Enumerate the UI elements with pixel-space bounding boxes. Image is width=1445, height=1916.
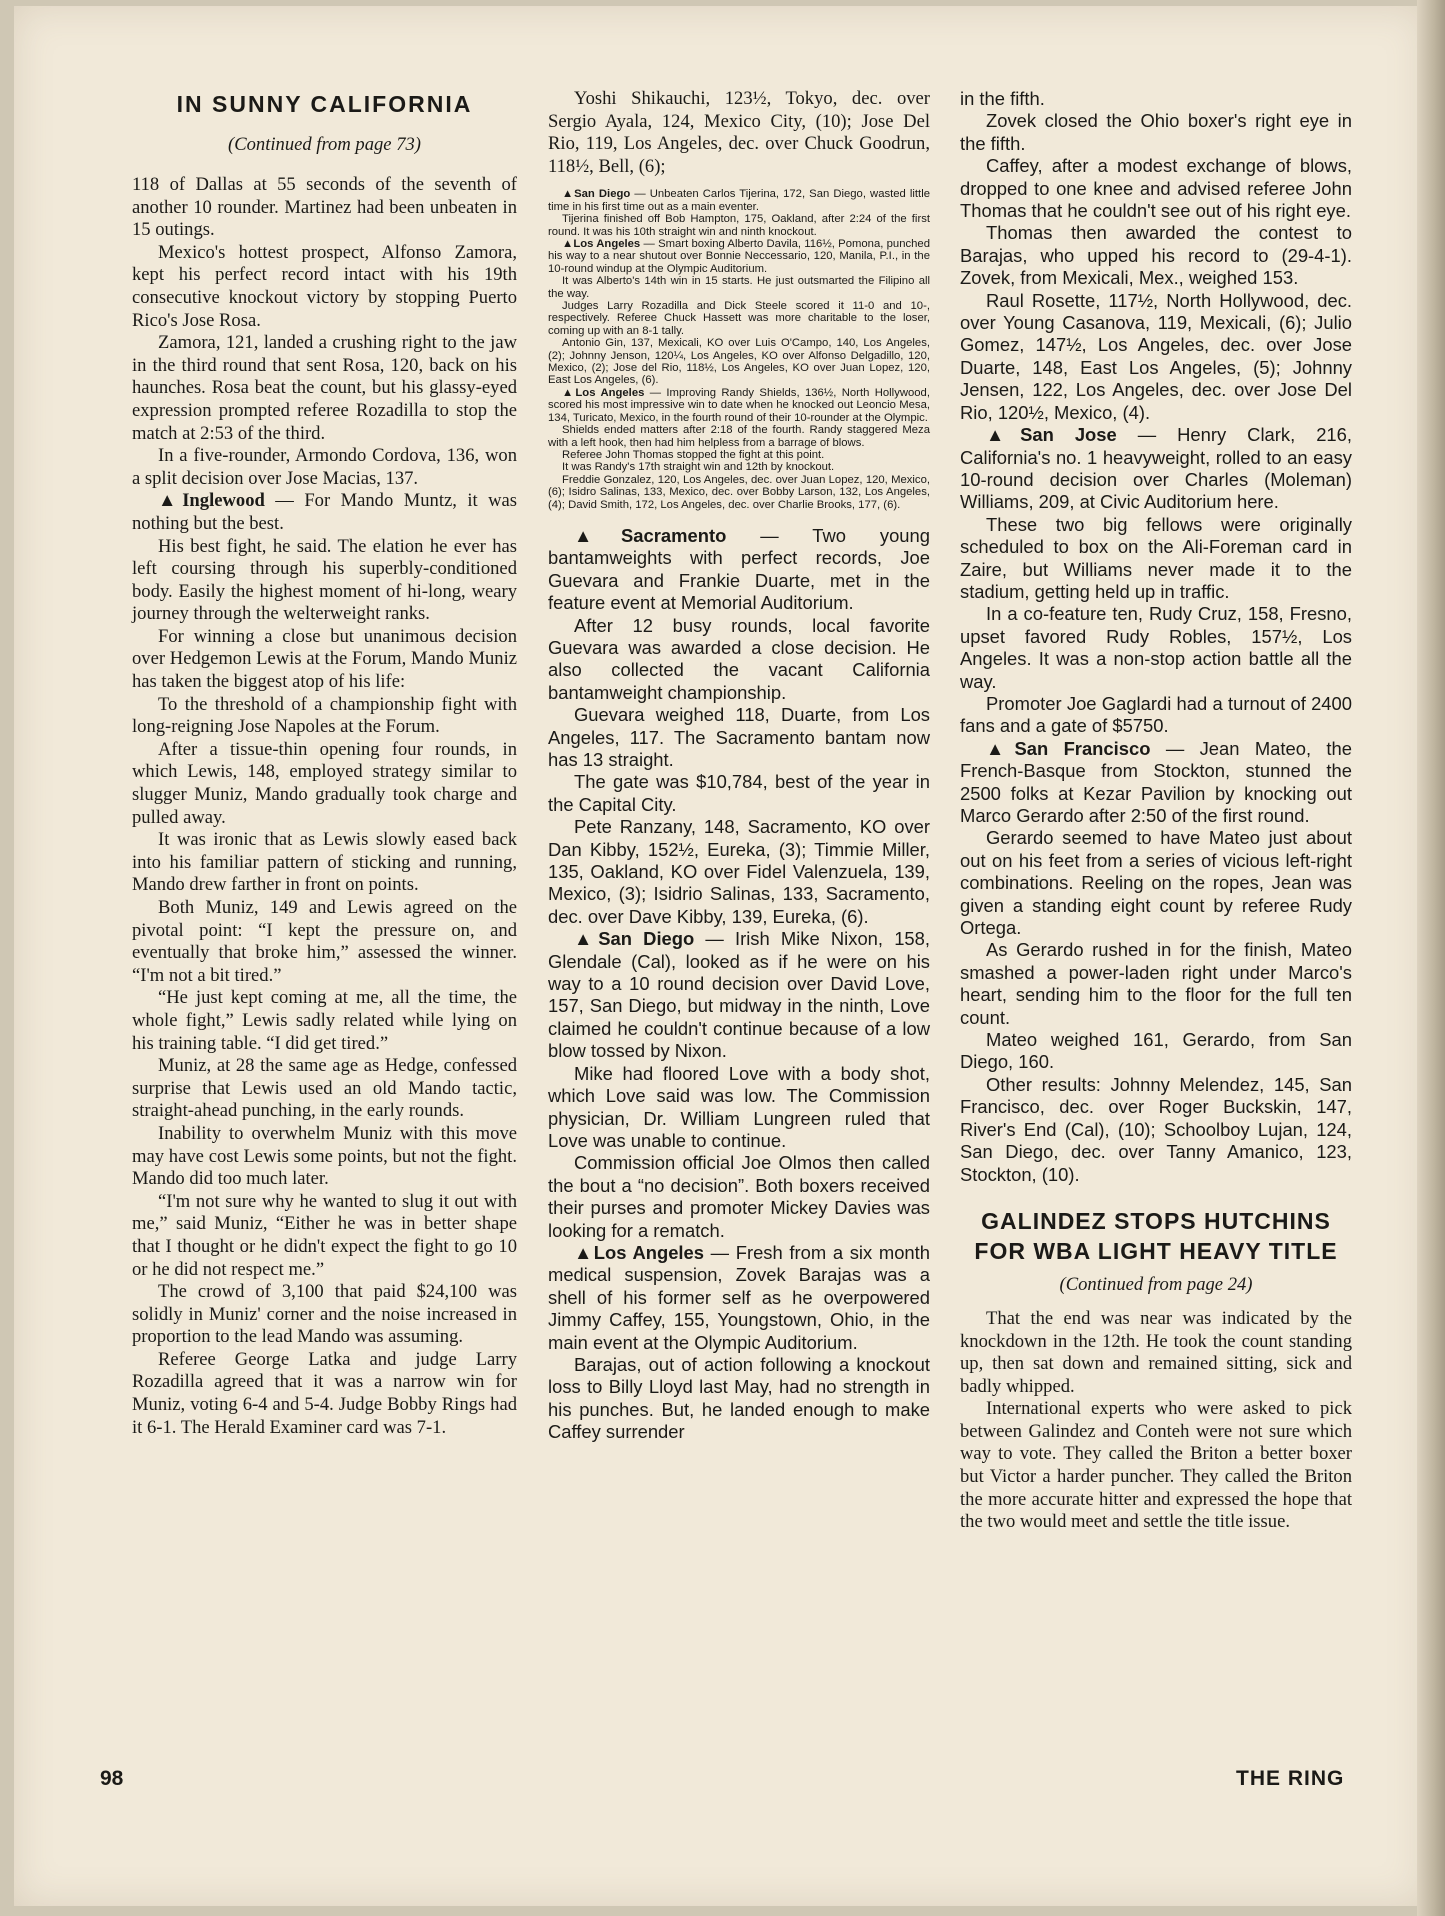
paragraph: As Gerardo rushed in for the finish, Mateo smashed a power-laden right under Marco's heart, sending him to the floor for the full ten count. xyxy=(960,939,1352,1028)
paragraph: “I'm not sure why he wanted to slug it out with me,” said Muniz, “Either he was in better shape that I thought or he didn't expect the fight to go 10 or he did not respect me.” xyxy=(132,1190,517,1280)
paragraph: Other results: Johnny Melendez, 145, San Francisco, dec. over Roger Buckskin, 147, River's End (Cal), (10); Schoolboy Lujan, 124, San Diego, dec. over Tanny Amanico, 123, Stockton, (10). xyxy=(960,1073,1352,1185)
paragraph: It was ironic that as Lewis slowly eased back into his familiar pattern of sticking and running, Mando drew farther in front on points. xyxy=(132,829,517,896)
paragraph: These two big fellows were originally scheduled to box on the Ali-Foreman card in Zaire, but Williams never made it to the stadium, getting held up in traffic. xyxy=(960,513,1352,602)
paragraph-text: — Improving Randy Shields, 136½, North Hollywood, scored his most impressive win to date when he knocked out Leoncio Mesa, 134, Turicato, Mexico, in the fourth round of their 10-rounder at the Olympic. xyxy=(548,386,930,424)
tiny-paragraph: Tijerina finished off Bob Hampton, 175, Oakland, after 2:24 of the first round. It was his 10th straight win and ninth knockout. xyxy=(548,213,930,238)
article-headline: IN SUNNY CALIFORNIA xyxy=(176,91,473,117)
dateline: ▲San Diego xyxy=(562,188,631,201)
paragraph-text: — Irish Mike Nixon, 158, Glendale (Cal), looked as if he were on his way to a 10 round decision over David Love, 157, San Diego, but midway in the ninth, Love claimed he couldn't continue because of a low blow tossed by Nixon. xyxy=(548,928,930,1062)
paragraph: International experts who were asked to pick between Galindez and Conteh were not sure which way to vote. They called the Briton a better boxer but Victor a harder puncher. They called the Briton the more accurate hitter and expressed the hope that the two would meet and settle the title issue. xyxy=(960,1398,1352,1533)
paragraph-text: — Jean Mateo, the French-Basque from Stockton, stunned the 2500 folks at Kezar Pavilion by knocking out Marco Gerardo after 2:50 of the first round. xyxy=(960,737,1353,826)
paragraph: Both Muniz, 149 and Lewis agreed on the pivotal point: “I kept the pressure on, and eventually that broke him,” assessed the winner. “I'm not a bit tired.” xyxy=(132,897,517,986)
dateline: ▲Inglewood xyxy=(158,490,265,512)
dateline: ▲Sacramento xyxy=(574,524,727,546)
paragraph: To the threshold of a championship fight with long-reigning Jose Napoles at the Forum. xyxy=(132,693,517,738)
paragraph-san-jose xyxy=(960,424,1352,514)
dateline: ▲San Diego xyxy=(574,928,695,950)
paragraph: Gerardo seemed to have Mateo just about out on his feet from a series of vicious left-right combinations. Reeling on the ropes, Jean was given a standing eight count by referee Rudy Ortega. xyxy=(960,827,1352,939)
paragraph: Mateo weighed 161, Gerardo, from San Diego, 160. xyxy=(960,1029,1352,1073)
dateline: ▲San Francisco xyxy=(986,737,1151,759)
galindez-body xyxy=(960,1308,1352,1534)
column-1 xyxy=(132,88,517,1439)
paragraph: The gate was $10,784, best of the year in the Capital City. xyxy=(548,771,930,815)
paragraph: Pete Ranzany, 148, Sacramento, KO over Dan Kibby, 152½, Eureka, (3); Timmie Miller, 135, Oakland, KO over Fidel Valenzuela, 139, Mexico, (3); Isidrio Salinas, 133, Sacramento, dec. over Dave Kibby, 139, Eureka, (6). xyxy=(548,816,930,927)
paragraph-san-diego xyxy=(548,928,930,1062)
paragraph: Zamora, 121, landed a crushing right to the jaw in the third round that sent Rosa, 120, back on his haunches. Rosa beat the count, but his glassy-eyed expression prompted referee Rozadilla to stop the match at 2:53 of the third. xyxy=(132,332,517,444)
paragraph-los-angeles xyxy=(548,1242,930,1354)
paragraph-text: — Unbeaten Carlos Tijerina, 172, San Diego, wasted little time in his first time out as a main eventer. xyxy=(548,188,930,213)
col2-body xyxy=(548,525,930,1444)
dateline: ▲Los Angeles xyxy=(574,1241,704,1263)
paragraph-sacramento xyxy=(548,525,930,615)
paragraph: Commission official Joe Olmos then called the bout a “no decision”. Both boxers received their purses and promoter Mickey Davies was looking for a rematch. xyxy=(548,1152,930,1241)
tiny-paragraph: It was Randy's 17th straight win and 12th by knockout. xyxy=(562,461,835,474)
tiny-paragraph: Freddie Gonzalez, 120, Los Angeles, dec. over Juan Lopez, 120, Mexico, (6); Isidro Salinas, 133, Mexico, dec. over Bobby Larson, 132, Los Angeles, (4); David Smith, 172, Los Angeles, dec. over Charlie Brooks, 177, (6). xyxy=(548,473,930,511)
paragraph-text: — Smart boxing Alberto Davila, 116½, Pomona, punched his way to a near shutout over Bonnie Neccessario, 120, Manila, P.I., in the 10-round windup at the Olympic Auditorium. xyxy=(548,238,930,275)
dateline: ▲Los Angeles xyxy=(562,386,645,399)
continued-note: (Continued from page 73) xyxy=(228,134,421,155)
paragraph: Referee George Latka and judge Larry Rozadilla agreed that it was a narrow win for Muniz, voting 6-4 and 5-4. Judge Bobby Rings had it 6-1. The Herald Examiner card was 7-1. xyxy=(132,1348,517,1438)
paragraph: After a tissue-thin opening four rounds, in which Lewis, 148, employed strategy similar to slugger Muniz, Mando gradually took charge and pulled away. xyxy=(132,738,517,828)
column-2 xyxy=(548,88,930,1444)
page-edge xyxy=(1417,0,1445,1916)
paragraph: “He just kept coming at me, all the time, the whole fight,” Lewis sadly related while lying on his training table. “I did get tired.” xyxy=(132,987,517,1054)
paragraph-text: — Two young bantamweights with perfect records, Joe Guevara and Frankie Duarte, met in the feature event at Memorial Auditorium. xyxy=(548,524,930,614)
tiny-paragraph: Referee John Thomas stopped the fight at this point. xyxy=(562,448,825,461)
paragraph-text: — Henry Clark, 216, California's no. 1 heavyweight, rolled to an easy 10-round decision over Charles (Moleman) Williams, 209, at Civic Auditorium here. xyxy=(960,424,1352,513)
galindez-continued-note: (Continued from page 24) xyxy=(1059,1273,1253,1295)
tiny-paragraph: It was Alberto's 14th win in 15 starts. He just outsmarted the Filipino all the way. xyxy=(548,275,930,300)
paragraph-san-francisco xyxy=(960,738,1352,828)
tiny-paragraph: Shields ended matters after 2:18 of the fourth. Randy staggered Meza with a left hook, then had him helpless from a barrage of blows. xyxy=(548,424,930,449)
galindez-headline-line1: GALINDEZ STOPS HUTCHINS xyxy=(981,1207,1331,1234)
paragraph-text: — Fresh from a six month medical suspension, Zovek Barajas was a shell of his former self as he overpowered Jimmy Caffey, 155, Youngstown, Ohio, in the main event at the Olympic Auditorium. xyxy=(548,1241,930,1353)
column-3 xyxy=(960,88,1352,1534)
paragraph: His best fight, he said. The elation he ever has left coursing through his superbly-conditioned body. Easily the highest moment of hi-long, weary journey through the welterweight ranks. xyxy=(132,535,517,625)
paragraph: In a co-feature ten, Rudy Cruz, 158, Fresno, upset favored Rudy Robles, 157½, Los Angeles. It was a non-stop action battle all the way. xyxy=(960,603,1352,692)
paragraph: Muniz, at 28 the same age as Hedge, confessed surprise that Lewis used an old Mando tactic, straight-ahead punching, in the early rounds. xyxy=(132,1055,517,1122)
col3-body xyxy=(960,88,1352,1186)
col2-top xyxy=(548,88,930,178)
paragraph: After 12 busy rounds, local favorite Guevara was awarded a close decision. He also collected the vacant California bantamweight championship. xyxy=(548,614,930,703)
paragraph-text: — For Mando Muntz, it was nothing but the best. xyxy=(132,490,518,534)
magazine-name: THE RING xyxy=(1236,1767,1345,1790)
paragraph: Thomas then awarded the contest to Barajas, who upped his record to (29-4-1). Zovek, from Mexicali, Mex., weighed 153. xyxy=(960,222,1352,289)
paragraph: That the end was near was indicated by the knockdown in the 12th. He took the count standing up, then sat down and remained sitting, sick and badly whipped. xyxy=(960,1307,1352,1397)
tiny-paragraph: Judges Larry Rozadilla and Dick Steele scored it 11-0 and 10-, respectively. Referee Chuck Hassett was more charitable to the loser, coming up with an 8-1 tally. xyxy=(548,300,930,337)
paragraph-inglewood xyxy=(132,490,517,535)
galindez-article xyxy=(960,1206,1352,1534)
paragraph: Mike had floored Love with a body shot, which Love said was low. The Commission physician, Dr. William Lungreen ruled that Love was unable to continue. xyxy=(548,1062,930,1151)
paragraph: For winning a close but unanimous decision over Hedgemon Lewis at the Forum, Mando Muniz has taken the biggest atop of his life: xyxy=(132,625,517,693)
paragraph: In a five-rounder, Armondo Cordova, 136, won a split decision over Jose Macias, 137. xyxy=(132,445,517,489)
dateline: ▲Los Angeles xyxy=(562,238,641,250)
paragraph: Guevara weighed 118, Duarte, from Los Angeles, 117. The Sacramento bantam now has 13 straight. xyxy=(548,704,930,770)
paragraph: 118 of Dallas at 55 seconds of the seventh of another 10 rounder. Martinez had been unbeaten in 15 outings. xyxy=(132,174,517,241)
tiny-paragraph xyxy=(548,188,930,213)
col1-body xyxy=(132,174,517,1439)
paragraph: The crowd of 3,100 that paid $24,100 was solidly in Muniz' corner and the noise increased in proportion to the lead Mando was assuming. xyxy=(132,1281,517,1348)
page-number: 98 xyxy=(100,1767,124,1790)
dateline: ▲San Jose xyxy=(986,424,1117,446)
paragraph: Caffey, after a modest exchange of blows, dropped to one knee and advised referee John Thomas that he couldn't see out of his right eye. xyxy=(960,155,1352,222)
paragraph: Raul Rosette, 117½, North Hollywood, dec. over Young Casanova, 119, Mexicali, (6); Julio Gomez, 147½, Los Angeles, dec. over Jose Duarte, 148, East Los Angeles, (5); Johnny Jensen, 122, Los Angeles, dec. over Jose Del Rio, 120½, Mexico, (4). xyxy=(960,289,1352,423)
paragraph: Mexico's hottest prospect, Alfonso Zamora, kept his perfect record intact with his 19th consecutive knockout victory by stopping Puerto Rico's Jose Rosa. xyxy=(132,241,517,331)
paragraph: Barajas, out of action following a knockout loss to Billy Lloyd last May, had no strength in his punches. But, he landed enough to make Caffey surrender xyxy=(548,1353,930,1443)
galindez-headline-line2: FOR WBA LIGHT HEAVY TITLE xyxy=(974,1237,1338,1264)
paragraph: Promoter Joe Gaglardi had a turnout of 2400 fans and a gate of $5750. xyxy=(960,692,1352,737)
col2-results-block xyxy=(548,188,930,511)
tiny-paragraph: Antonio Gin, 137, Mexicali, KO over Luis O'Campo, 140, Los Angeles, (2); Johnny Jenson, 120¼, Los Angeles, KO over Alfonso Delgadillo, 120, Mexico, (2); Jose del Rio, 118½, Los Angeles, KO over Juan Lopez, 120, East Los Angeles, (6). xyxy=(548,337,930,387)
tiny-paragraph xyxy=(548,238,930,275)
paragraph: Yoshi Shikauchi, 123½, Tokyo, dec. over Sergio Ayala, 124, Mexico City, (10); Jose Del Rio, 119, Los Angeles, dec. over Chuck Goodrun, 118½, Bell, (6); xyxy=(548,88,930,177)
tiny-paragraph xyxy=(548,387,930,424)
paragraph: in the fifth. xyxy=(960,88,1045,109)
paragraph: Inability to overwhelm Muniz with this move may have cost Lewis some points, but not the fight. Mando did too much later. xyxy=(132,1122,517,1190)
paragraph: Zovek closed the Ohio boxer's right eye in the fifth. xyxy=(960,110,1352,154)
